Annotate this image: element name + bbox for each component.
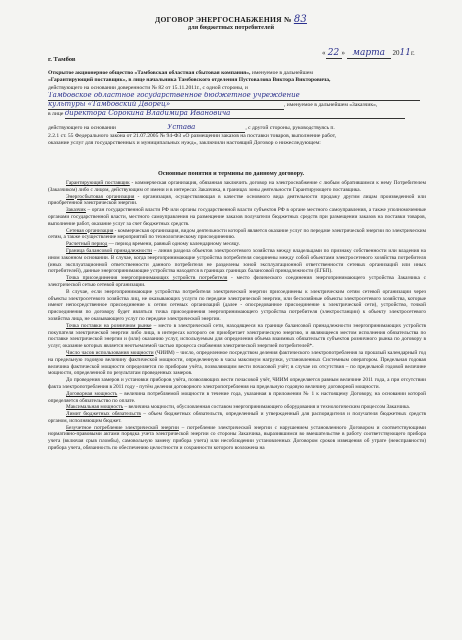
date-day: 22 xyxy=(326,48,342,59)
definition-paragraph: Максимальная мощность – величина мощности, обусловленная составом энергопринимающего оборудования и технологическим процессом Заказчика. xyxy=(66,404,411,411)
customer-name-handwritten-1: Тамбовское областное государственное бюджетное учреждение xyxy=(48,92,420,100)
preamble-line-1 xyxy=(48,70,426,77)
preamble xyxy=(48,70,426,147)
preamble-line-6 xyxy=(48,110,426,119)
definition-paragraph: Точка присоединения энергопринимающих устройств потребителя - место физического соединения энергопринимающего устройства Заказчика с электрической сетью сетевой организации. xyxy=(48,275,426,288)
defined-term: Максимальная мощность xyxy=(66,404,124,411)
defined-term: Лимит бюджетных обязательств xyxy=(66,411,141,418)
definition-paragraph: Лимит бюджетных обязательств – объем бюджетных обязательств, определенный и утвержденный для распорядителя и получателя бюджетных средств органом, исполняющим бюджет. xyxy=(48,411,426,424)
preamble-line-8: 2.2.1 ст. 55 Федерального закона от 21.07.2005 № 94-ФЗ «О размещении заказов на поставки товаров, выполнение работ, xyxy=(48,132,337,139)
section-heading: Основные понятия и термины по данному договору. xyxy=(157,170,305,177)
director-name-handwritten: директора Сорокина Владимира Ивановича xyxy=(65,110,405,118)
definition-paragraph: Граница балансовой принадлежности – линия раздела объектов электросетевого хозяйства между владельцами по признаку собственности или владения на ином законном основании. В случае, когда энергопринимающие устройства потребителя соединены между собой объектами электросетевого хозяйства потребителя (иных эксплуатационной ответственности данного потребителя не разделены зоной эксплуатационной ответственности сетевых организаций или иных потребителей), данные энергопринимающие устройства находятся в границах границах балансовой принадлежности (ЕГБП). xyxy=(48,247,426,275)
definition-paragraph: Число часов использования мощности (ЧИИМ) – число, определенное посредством деления фактического электропотребления за прошлый календарный год на предельную годовую величину фактической мощности, определенную в часы максимум нагрузки, установленных Системным оператором. Предельная годовая величина фактической мощности определяется по приборам учёта, позволяющим вести почасовой учёт; в случае их отсутствия – по предельной годовой величине мощности, определенной по результатам проведенных замеров. xyxy=(48,349,426,377)
preamble-line-7-tail: , с другой стороны, руководствуясь п. xyxy=(245,125,335,132)
title-text: ДОГОВОР ЭНЕРГОСНАБЖЕНИЯ № xyxy=(155,15,292,24)
preamble-line-7 xyxy=(48,124,426,132)
document-subtitle: для бюджетных потребителей xyxy=(187,24,275,31)
definition-paragraph: В случае, если энергопринимающие устройства потребителя электрической энергии присоединены к электрическим сетям сетевой организации через объекты электросетевого хозяйства лиц, не оказывающих услуги по передаче электрической энергии, или бесхозяйные объекты электросетевого хозяйства, которые имеют непосредственное присоединение к сетям сетевых организаций (далее - опосредованное присоединение к электрической сети), устройство, точкой присоединения по договору будет являться точка присоединения энергопринимающего устройства потребителя (электростанции) к объекту электросетевого хозяйства лица, не оказывающего услуг по передаче электрической энергии. xyxy=(48,288,426,322)
defined-term: Энергосбытовая организация xyxy=(66,193,135,200)
date-open-quote: « xyxy=(322,49,326,57)
definition-paragraph: До проведения замеров и установки приборов учёта, позволяющих вести почасовой учёт, ЧИИМ определяется равным величине 2011 года, а при отсутствии факта электропотребления в 2011 году - путём деления договорного электропотребления на предельную годовую величину договорной мощности. xyxy=(48,377,426,390)
preamble-line-4 xyxy=(48,92,426,101)
in-person-of: в лице xyxy=(48,111,64,118)
contract-date xyxy=(322,48,415,59)
preamble-line-5-tail: , именуемое в дальнейшем «Заказчик», xyxy=(284,102,378,109)
defined-term: Расчетный период xyxy=(66,241,108,248)
definition-paragraph: Заказчик – орган государственной власти РФ или органы государственной власти субъектов РФ в органе местного самоуправления, а также уполномоченные органами государственной власти, местного самоуправления на размещение заказов получатели бюджетных средств при размещении заказов на поставки товаров, выполнение работ, оказание услуг за счет бюджетных средств. xyxy=(48,207,426,227)
preamble-line-9: оказание услуг для государственных и муниципальных нужд», заключили настоящий Договор о нижеследующем: xyxy=(48,140,321,147)
preamble-line-2: «Гарантирующий поставщик», в лице начальника Тамбовского отделения Пустовалова Виктора Викторовича, xyxy=(48,77,331,84)
charter-handwritten: Устава xyxy=(117,124,245,132)
defined-term: Заказчик xyxy=(66,207,86,214)
definition-paragraph: Гарантирующий поставщик - коммерческая организация, обязанная заключить договор на электроснабжение с любым обратившимся к нему Потребителем (Заказчиком) либо с лицом, действующим от имени и в интересах Заказчика, в границах зоны деятельности Гарантирующего поставщика. xyxy=(48,180,426,193)
definition-paragraph: Договорная мощность – величина потребляемой мощности в течение года, указанная в приложении № 1 к настоящему Договору, на основании которой определяется обязательство по оплате. xyxy=(48,390,426,404)
company-name: Открытое акционерное общество «Тамбовская областная сбытовая компания», xyxy=(48,70,251,76)
date-year: 11 xyxy=(399,48,411,58)
definition-paragraph: Сетевая организация - коммерческая организация, видом деятельности которой является оказание услуг по передаче электрической энергии по электрическим сетям, а также осуществление мероприятий по технологическому присоединению. xyxy=(48,227,426,241)
preamble-line-5 xyxy=(48,101,426,110)
definition-paragraph: Расчетный период — период времени, равный одному календарному месяцу. xyxy=(66,241,240,248)
city: г. Тамбов xyxy=(48,56,76,63)
defined-term: Договорная мощность xyxy=(66,390,118,397)
contract-number: 83 xyxy=(293,14,307,25)
defined-term: Точка присоединения энергопринимающих устройств потребителя xyxy=(66,275,228,282)
defined-term: Сетевая организация xyxy=(66,227,114,234)
definitions xyxy=(48,180,426,452)
date-suffix: г. xyxy=(410,49,415,57)
acting-basis-label: действующего на основании xyxy=(48,125,116,132)
defined-term: Граница балансовой принадлежности xyxy=(66,247,152,254)
defined-term: Число часов использования мощности xyxy=(66,349,154,356)
date-month: марта xyxy=(347,48,391,59)
definition-paragraph: Безучетное потребление электрической энергии – потребление электрической энергии с нарушением установленного Договором и соответствующими нормативно-правовыми актами порядка учета электрической энергии со стороны Заказчика, выразившимся во вмешательстве в работу соответствующего прибора учета (включая срыв пломбы), самовольную замену прибора учета) или несоблюдении установленных Договором сроков извещения об утрате (неисправности) прибора учета, обязанность по обеспечению целостности и сохранности которого возложена на xyxy=(48,424,426,452)
definition-paragraph: Точка поставки на розничном рынке – место в электрической сети, находящееся на границе балансовой принадлежности энергопринимающих устройств покупателя электрической энергии либо лица, в интересах которого он приобретает электрическую энергию, и являющееся местом исполнения обязательства по поставке электрической энергии и (или) оказанию услуг, используемым для определения объема взаимных обязательств субъектов розничного рынка по договору в услуг, оказание которых является неотъемлемой частью процесса снабжения электрической энергией потребителей*. xyxy=(48,322,426,350)
date-year-prefix: 20 xyxy=(392,49,400,57)
preamble-line-1-rest: именуемое в дальнейшем xyxy=(250,70,313,76)
date-close-quote: » xyxy=(341,49,345,57)
customer-name-handwritten-2: культуры «Тамбовский Дворец» xyxy=(48,101,284,109)
defined-term: Точка поставки на розничном рынке xyxy=(66,322,152,329)
defined-term: Гарантирующий поставщик xyxy=(66,180,130,186)
preamble-line-3: действующего на основании доверенности № 82 от 15.11.2011г., с одной стороны, и xyxy=(48,84,248,91)
definition-paragraph: Энергосбытовая организация - организация, осуществляющая в качестве основного вида деятельности продажу другим лицам произведенной или приобретенной электрической энергии. xyxy=(48,193,426,207)
defined-term: Безучетное потребление электрической энергии xyxy=(66,424,179,431)
